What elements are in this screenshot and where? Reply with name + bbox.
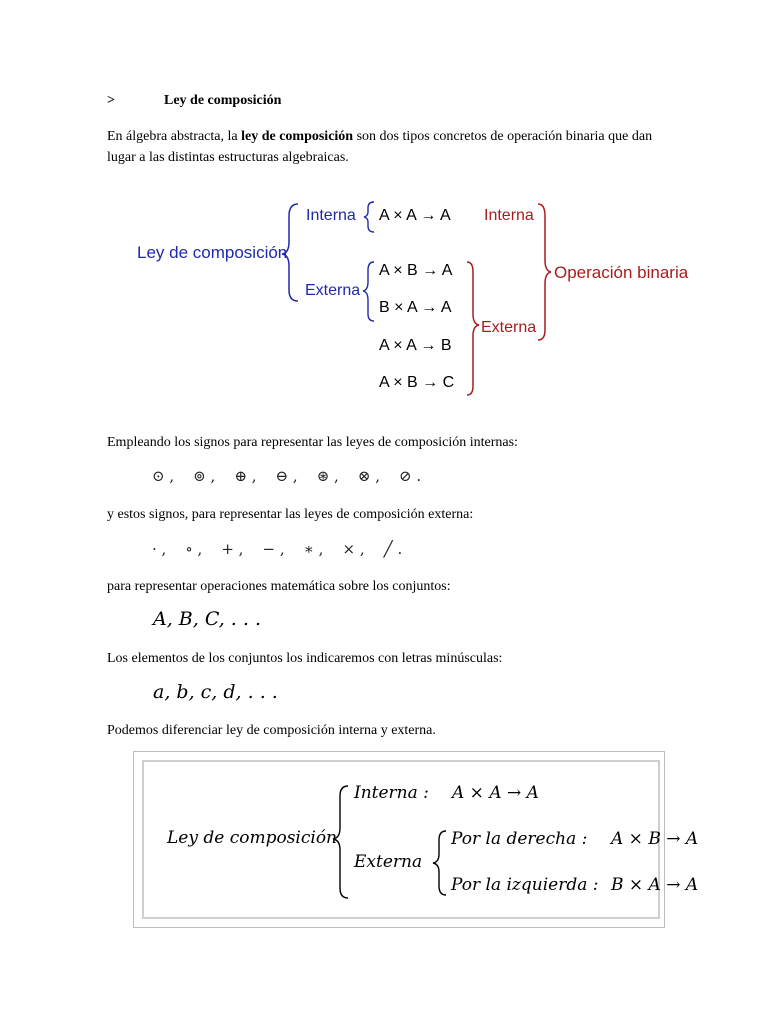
blue-brace-externa <box>363 262 374 321</box>
internal-signs-text: Empleando los signos para representar las leyes de composición internas: <box>107 435 518 450</box>
section-title: Ley de composición <box>164 93 282 108</box>
elements-math: a, b, c, d, . . . <box>153 681 278 703</box>
diagram-right-interna: Interna <box>484 207 534 224</box>
diagram-root-label: Ley de composición <box>137 243 288 262</box>
diagram-externa-expr-2: B × A → A <box>379 299 452 316</box>
differentiate-text: Podemos diferenciar ley de composición interna y externa. <box>107 723 436 738</box>
blue-brace-interna <box>364 202 374 232</box>
section-marker: > <box>107 93 115 108</box>
formula-derecha: Por la derecha : <box>451 829 588 849</box>
formula-izquierda: Por la izquierda : <box>451 875 599 895</box>
formula-externa: Externa <box>354 852 423 872</box>
red-brace-externa <box>467 262 479 395</box>
elements-text: Los elementos de los conjuntos los indicaremos con letras minúsculas: <box>107 651 503 666</box>
red-brace-operacion <box>538 204 551 340</box>
composition-diagram <box>0 190 768 405</box>
diagram-externa-expr-1: A × B → A <box>379 262 453 279</box>
external-signs-symbols: · , ∘ , + , − , ∗ , × , ╱ . <box>152 540 403 558</box>
internal-signs-symbols: ⊙ , ⊚ , ⊕ , ⊖ , ⊛ , ⊗ , ⊘ . <box>152 467 422 485</box>
intro-bold: ley de composición <box>241 129 354 144</box>
formula-root: Ley de composición <box>167 828 337 848</box>
diagram-right-externa: Externa <box>481 319 537 336</box>
formula-izquierda-expr: B × A → A <box>611 875 699 895</box>
intro-before: En álgebra abstracta, la <box>107 129 242 144</box>
formula-derecha-expr: A × B → A <box>611 829 699 849</box>
diagram-result: Operación binaria <box>554 263 689 282</box>
diagram-externa-label: Externa <box>305 282 361 299</box>
formula-interna: Interna : <box>354 783 429 803</box>
formula-box-inner <box>142 760 699 919</box>
sets-math: A, B, C, . . . <box>153 608 261 630</box>
diagram-externa-expr-4: A × B → C <box>379 374 455 391</box>
diagram-interna-label: Interna <box>306 207 356 224</box>
sets-text: para representar operaciones matemática sobre los conjuntos: <box>107 579 451 594</box>
diagram-externa-expr-3: A × A → B <box>379 337 452 354</box>
formula-box <box>133 751 699 928</box>
diagram-interna-expr: A × A → A <box>379 207 451 224</box>
intro-paragraph <box>107 126 667 168</box>
formula-interna-expr: A × A → A <box>452 783 539 803</box>
intro-after: son dos tipos concretos de operación binaria que dan lugar a las distintas estructuras algebraicas. <box>107 129 653 165</box>
external-signs-text: y estos signos, para representar las leyes de composición externa: <box>107 507 474 522</box>
formula-brace-externa <box>433 831 446 895</box>
